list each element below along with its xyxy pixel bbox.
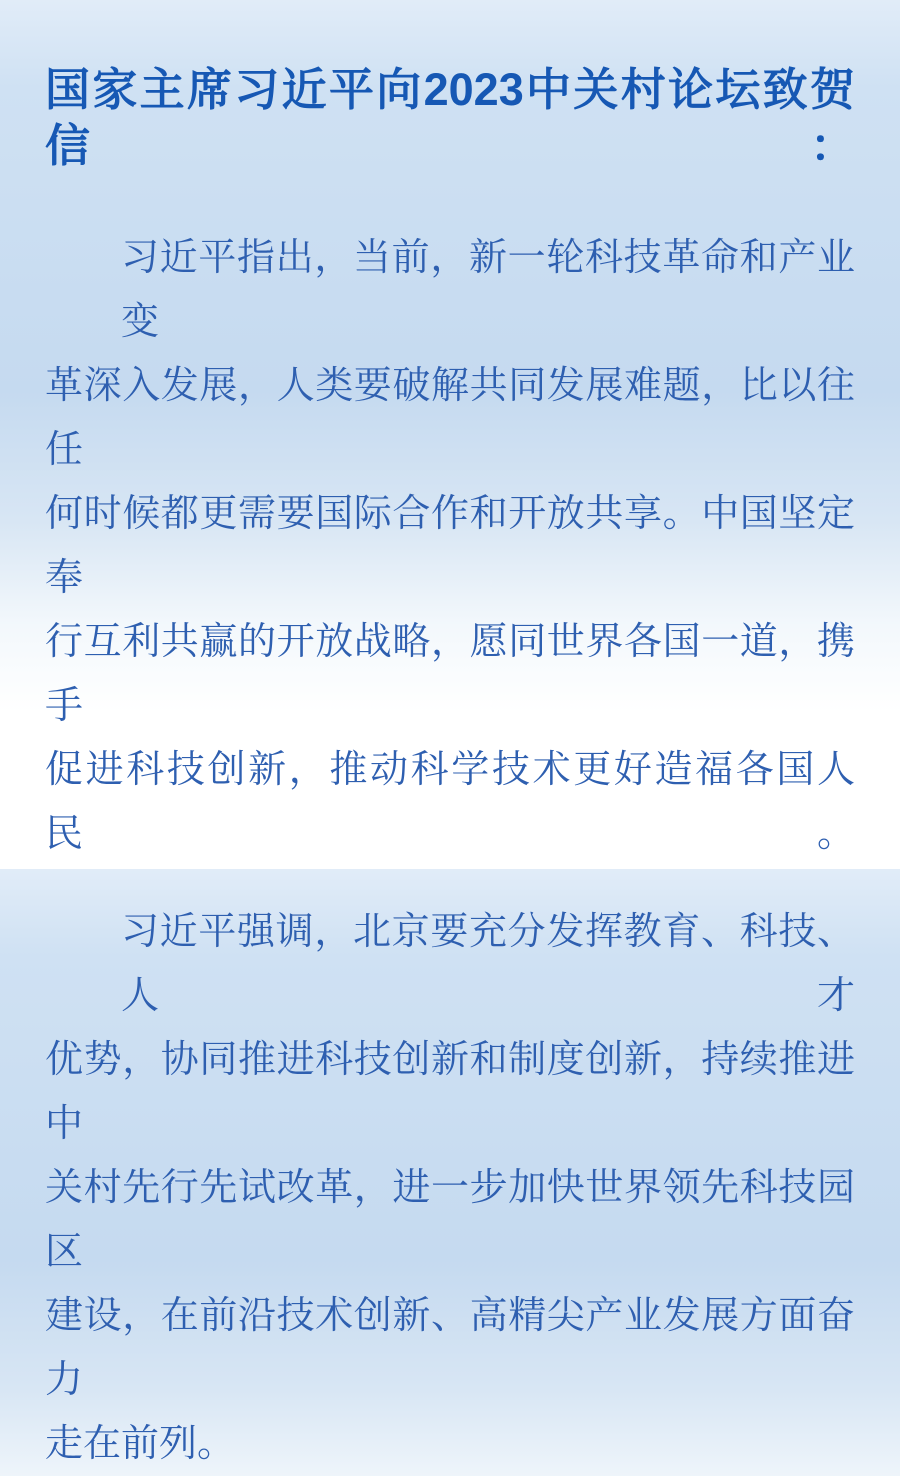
text-line: 习近平指出，当前，新一轮科技革命和产业变 (121, 237, 855, 343)
text-line: 何时候都更需要国际合作和开放共享。中国坚定奉 (45, 493, 855, 599)
paragraph-1 (45, 226, 855, 866)
letter-title: 国家主席习近平向2023中关村论坛致贺信： (45, 64, 855, 171)
text-line: 行互利共赢的开放战略，愿同世界各国一道，携手 (45, 621, 855, 727)
text-line: 优势，协同推进科技创新和制度创新，持续推进中 (45, 1039, 855, 1145)
paragraph-2 (45, 900, 855, 1476)
text-line: 革深入发展，人类要破解共同发展难题，比以往任 (45, 365, 855, 471)
text-line: 关村先行先试改革，进一步加快世界领先科技园区 (45, 1167, 855, 1273)
text-line: 走在前列。 (45, 1423, 236, 1465)
text-line: 习近平强调，北京要充分发挥教育、科技、人才 (121, 911, 855, 1017)
text-line: 促进科技创新，推动科学技术更好造福各国人民。 (45, 749, 855, 855)
text-line: 建设，在前沿技术创新、高精尖产业发展方面奋力 (45, 1295, 855, 1401)
